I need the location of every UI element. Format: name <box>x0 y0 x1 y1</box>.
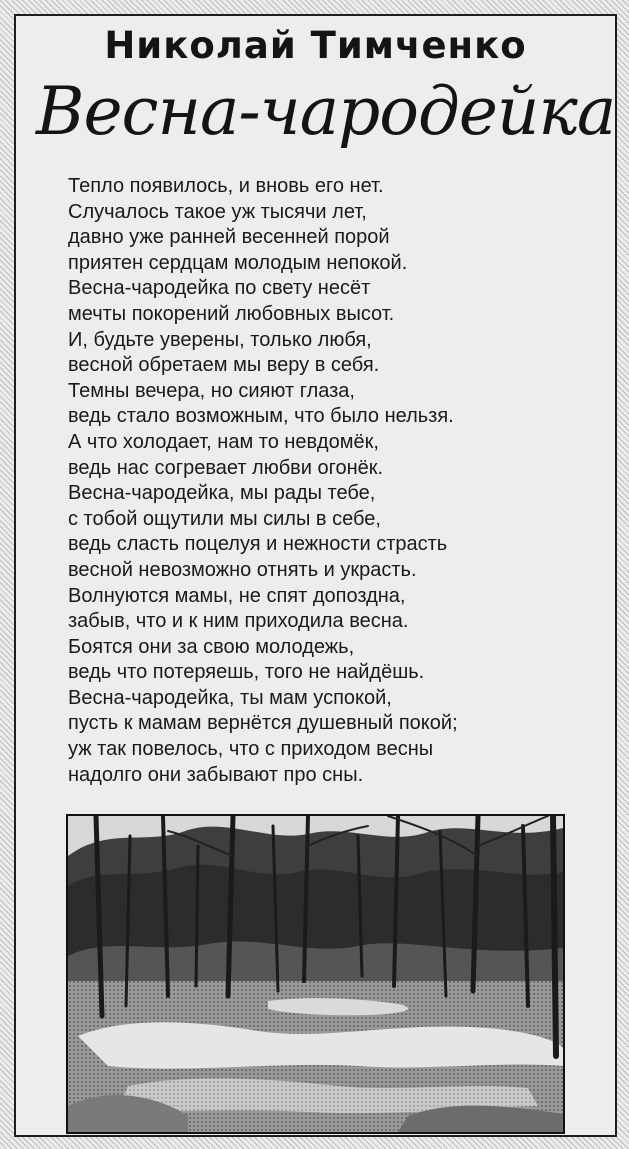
poem-line: ведь стало возможным, что было нельзя. <box>68 405 454 428</box>
poem-line: ведь нас согревает любви огонёк. <box>68 456 384 479</box>
poem-line: Волнуются мамы, не спят допоздна, <box>68 584 406 607</box>
poem-line: Весна-чародейка, мы рады тебе, <box>68 482 376 505</box>
poem-line: весной невозможно отнять и украсть. <box>68 558 417 581</box>
poem-line: приятен сердцам молодым непокой. <box>68 251 408 274</box>
poem-line: с тобой ощутили мы силы в себе, <box>68 507 381 530</box>
poem-line: Боятся они за свою молодежь, <box>68 635 355 658</box>
poem-title: Весна-чародейка <box>36 73 616 150</box>
poem-line: давно уже ранней весенней порой <box>68 226 390 249</box>
author-name: Николай Тимченко <box>104 24 527 67</box>
poem-line: И, будьте уверены, только любя, <box>68 328 372 351</box>
poem-line: мечты покорений любовных высот. <box>68 302 395 325</box>
article-panel <box>14 14 617 1137</box>
poem-line: А что холодает, нам то невдомёк, <box>68 430 379 453</box>
poem-line: Тепло появилось, и вновь его нет. <box>68 175 384 197</box>
forest-photo <box>66 814 565 1134</box>
poem-line: уж так повелось, что с приходом весны <box>68 738 434 761</box>
poem-line: Весна-чародейка, ты мам успокой, <box>68 686 392 709</box>
poem-text <box>68 174 598 788</box>
poem-line: ведь сласть поцелуя и нежности страсть <box>68 533 448 556</box>
poem-line: надолго они забывают про сны. <box>68 763 364 786</box>
poem-line: Темны вечера, но сияют глаза, <box>68 379 355 402</box>
forest-photo-icon <box>68 816 563 1132</box>
poem-line: пусть к мамам вернётся душевный покой; <box>68 712 458 735</box>
poem-line: забыв, что и к ним приходила весна. <box>68 610 409 633</box>
poem-line: Случалось такое уж тысячи лет, <box>68 200 367 223</box>
poem-line: весной обретаем мы веру в себя. <box>68 354 380 377</box>
poem-line: ведь что потеряешь, того не найдёшь. <box>68 661 425 684</box>
poem-line: Весна-чародейка по свету несёт <box>68 277 371 300</box>
